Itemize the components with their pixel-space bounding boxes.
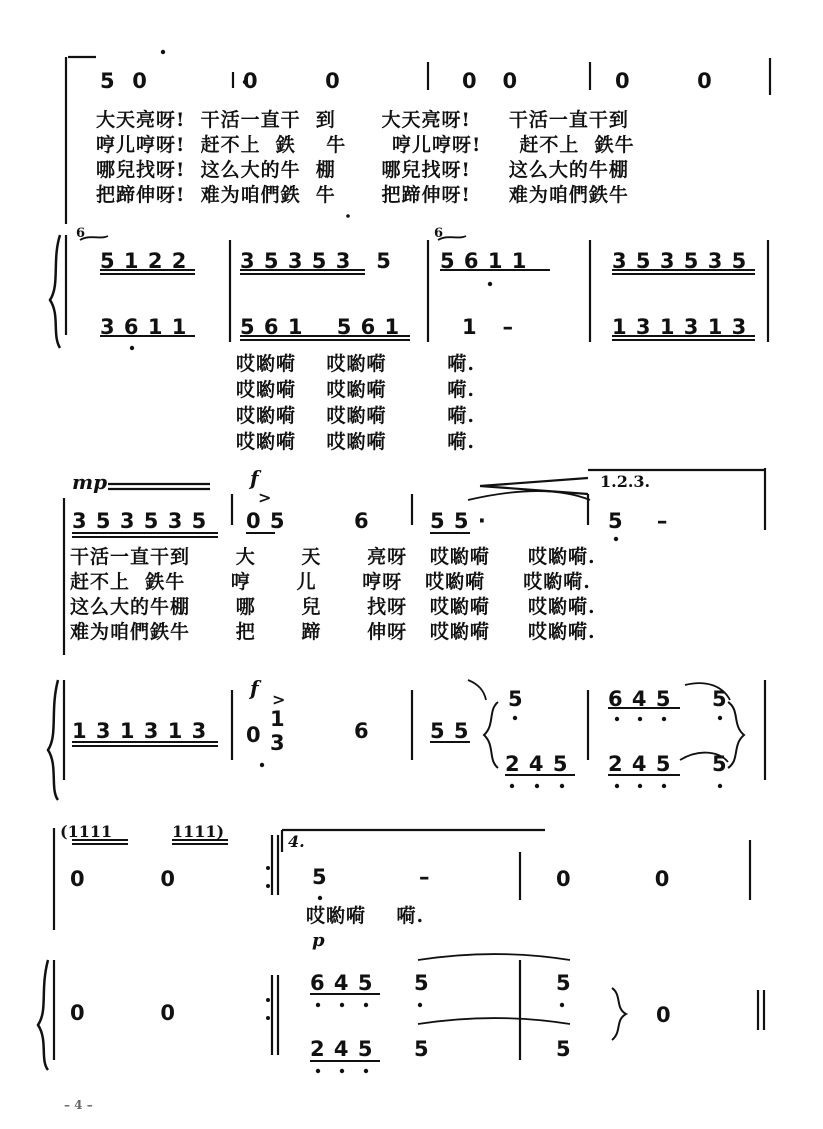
s3-piano-top-m2c: 5: [556, 971, 572, 995]
s1-voice-m3: 0 0: [462, 69, 519, 93]
s3-piano-bot-m2a: 2 4 5: [310, 1037, 374, 1061]
s2-voice-m1: 3 5 3 5 3 5: [72, 509, 208, 533]
s2-piano-m3c: 2 4 5: [505, 752, 569, 776]
s2-dynamic-f: f: [250, 466, 259, 490]
s2-lyric-line-2: 赶不上 鉄牛 哼 儿 哼呀 哎喲嗬 哎喲嗬.: [70, 571, 591, 593]
s2-lyric-line-4: 难为咱們鉄牛 把 蹄 伸呀 哎喲嗬 哎喲嗬.: [70, 621, 596, 643]
s1-piano-top-m1: 5 1 2 2: [100, 249, 188, 273]
s2-piano-m2a: 0: [246, 723, 262, 747]
s2-voice-m2b: 6: [354, 509, 370, 533]
s3-piano-bot-m2c: 5: [556, 1037, 572, 1061]
s1-voice-m4: 0 0: [615, 69, 713, 93]
s2-dynamic-mp: mp: [72, 470, 108, 494]
s1-piano-top-m4: 3 5 3 5 3 5: [612, 249, 748, 273]
s1-lyric-line-3: 哪兒找呀! 这么大的牛 棚 哪兒找呀! 这么大的牛棚: [96, 159, 629, 181]
s3-piano-bot-m2b: 5: [414, 1037, 430, 1061]
s2-piano-m4b: 5: [712, 687, 728, 711]
s2-voice-m3: 5 5 ·: [430, 509, 487, 533]
s1-piano-lyric-2: 哎喲嗬 哎喲嗬 嗬.: [236, 379, 475, 401]
s1-piano-lyric-3: 哎喲嗬 哎喲嗬 嗬.: [236, 405, 475, 427]
s2-piano-m4d: 5: [712, 752, 728, 776]
s3-piano-rest: 0: [656, 1003, 672, 1027]
s2-piano-m1: 1 3 1 3 1 3: [72, 719, 208, 743]
s2-piano-m4a: 6 4 5: [608, 687, 672, 711]
s1-piano-bot-m1: 3 6 1 1: [100, 315, 188, 339]
page-number: – 4 –: [64, 1098, 93, 1112]
s2-piano-m2c: 3: [270, 731, 286, 755]
s3-dynamic-p: p: [312, 930, 325, 951]
s2-voice-m2a: 0 5: [246, 509, 286, 533]
s3-voice-m3: 0 0: [556, 867, 671, 891]
s2-piano-m3b: 5: [508, 687, 524, 711]
s2-piano-dynamic-f: f: [250, 676, 259, 700]
s2-piano-accent: >: [272, 690, 286, 709]
s1-grace-mark-2: 6: [434, 226, 444, 241]
s3-tuplet-b: 1111): [172, 822, 225, 841]
s2-lyric-line-3: 这么大的牛棚 哪 兒 找呀 哎喲嗬 哎喲嗬.: [70, 596, 596, 618]
s3-voice-m2: 5 –: [312, 865, 431, 889]
s3-tuplet-a: (1111: [60, 822, 113, 841]
s1-piano-bot-m3: 1 –: [462, 315, 515, 339]
s2-voice-m4: 5 –: [608, 509, 669, 533]
s3-voice-m1: 0 0: [70, 867, 177, 891]
s1-voice-m1: 5 0: [100, 69, 148, 93]
s3-ending-label: 4.: [288, 832, 305, 851]
s2-accent-mark: >: [258, 488, 272, 507]
s1-piano-top-m3: 5 6 1 1: [440, 249, 528, 273]
s1-piano-bot-m4: 1 3 1 3 1 3: [612, 315, 748, 339]
s3-piano-top-m2a: 6 4 5: [310, 971, 374, 995]
s3-lyric-line: 哎喲嗬 嗬.: [306, 905, 425, 927]
s2-lyric-line-1: 干活一直干到 大 天 亮呀 哎喲嗬 哎喲嗬.: [70, 546, 596, 568]
s1-piano-bot-m2: 5 6 1 5 6 1: [240, 315, 401, 339]
s2-ending-label: 1.2.3.: [600, 472, 651, 491]
s1-lyric-line-2: 哼儿哼呀! 赶不上 鉄 牛 哼儿哼呀! 赶不上 鉄牛: [96, 134, 635, 156]
s1-lyric-line-1: 大天亮呀! 干活一直干 到 大天亮呀! 干活一直干到: [96, 109, 629, 131]
s2-piano-m2d: 6: [354, 719, 370, 743]
s1-lyric-line-4: 把蹄伸呀! 难为咱們鉄 牛 把蹄伸呀! 难为咱們鉄牛: [96, 184, 629, 206]
s2-piano-m2b: 1: [270, 707, 286, 731]
s2-piano-m3a: 5 5: [430, 719, 470, 743]
s3-piano-top-m2b: 5: [414, 971, 430, 995]
s2-piano-m4c: 2 4 5: [608, 752, 672, 776]
s1-voice-m2: 0 0: [243, 69, 341, 93]
s1-grace-mark-1: 6: [76, 226, 86, 241]
s1-piano-top-m2: 3 5 3 5 3 5: [240, 249, 392, 273]
s3-piano-top-m1: 0 0: [70, 1001, 177, 1025]
s1-piano-lyric-1: 哎喲嗬 哎喲嗬 嗬.: [236, 353, 475, 375]
s1-piano-lyric-4: 哎喲嗬 哎喲嗬 嗬.: [236, 431, 475, 453]
